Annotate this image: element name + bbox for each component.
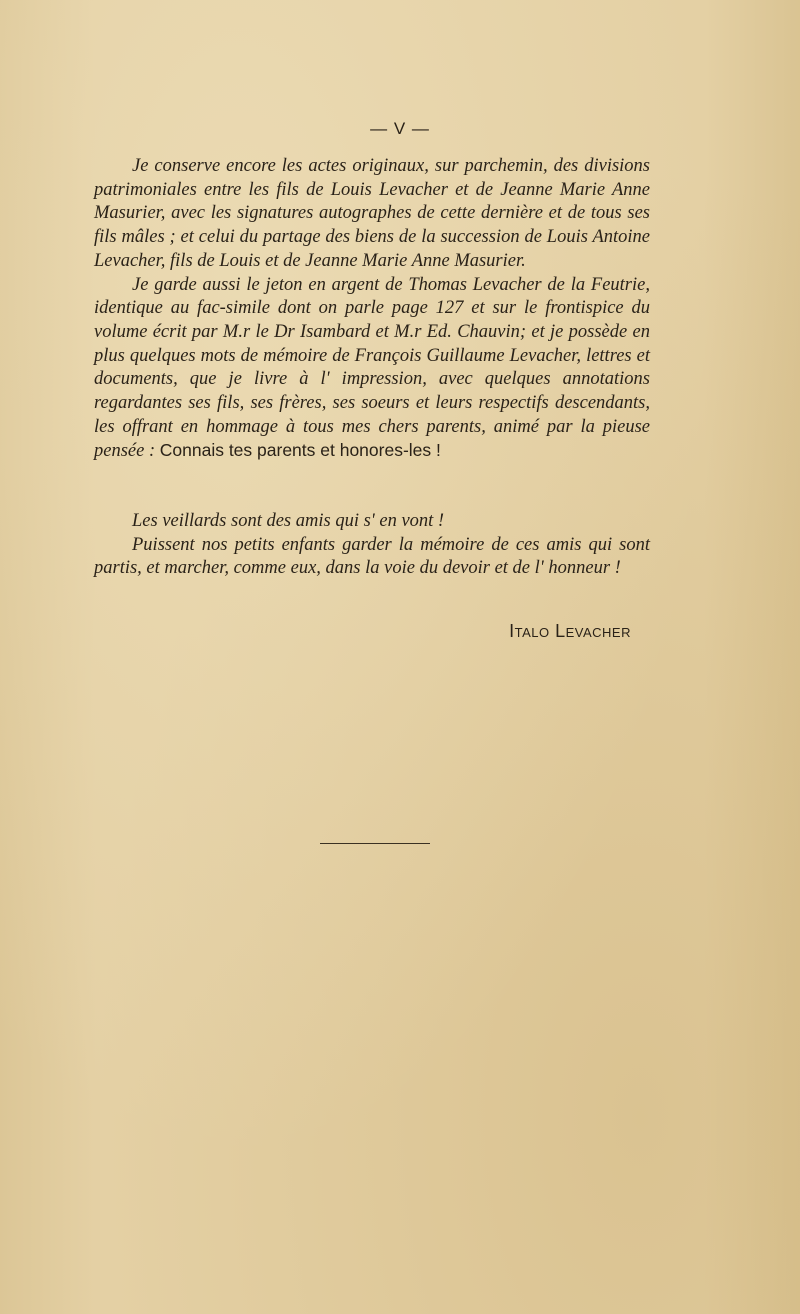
paragraph-token xyxy=(94,274,650,465)
closing-text xyxy=(94,510,650,581)
page-number: — V — xyxy=(370,119,430,138)
divider-rule xyxy=(320,843,430,844)
intro-text xyxy=(94,155,650,464)
paragraph-token-text: Je garde aussi le jeton en argent de Thomas Levacher de la Feutrie, identique au fac-simile dont on parle page 127 et sur le frontispice du volume écrit par M.r le Dr Isambard et M.r Ed. Chauvin; et je possède en plus quelques mots de mémoire de François Guillaume Levacher, lettres et documents, que je livre à l' impression, avec quelques annotations regardantes ses fils, ses frères, ses soeurs et leurs respectifs descendants, les offrant en hommage à tous mes chers parents, animé par la pieuse pensée : xyxy=(94,274,650,462)
paragraph-old-men: Les veillards sont des amis qui s' en vont ! xyxy=(132,511,445,531)
signature: Italo Levacher xyxy=(509,621,631,641)
paragraph-grandchildren: Puissent nos petits enfants garder la mémoire de ces amis qui sont partis, et marcher, comme eux, dans la voie du devoir et de l' honneur ! xyxy=(94,534,650,579)
motto: Connais tes parents et honores-les ! xyxy=(159,440,441,461)
paragraph-originals: Je conserve encore les actes originaux, sur parchemin, des divisions patrimoniales entre les fils de Louis Levacher et de Jeanne Marie Anne Masurier, avec les signatures autographes de cette dernière et de tous ses fils mâles ; et celui du partage des biens de la succession de Louis Antoine Levacher, fils de Louis et de Jeanne Marie Anne Masurier. xyxy=(94,156,650,271)
